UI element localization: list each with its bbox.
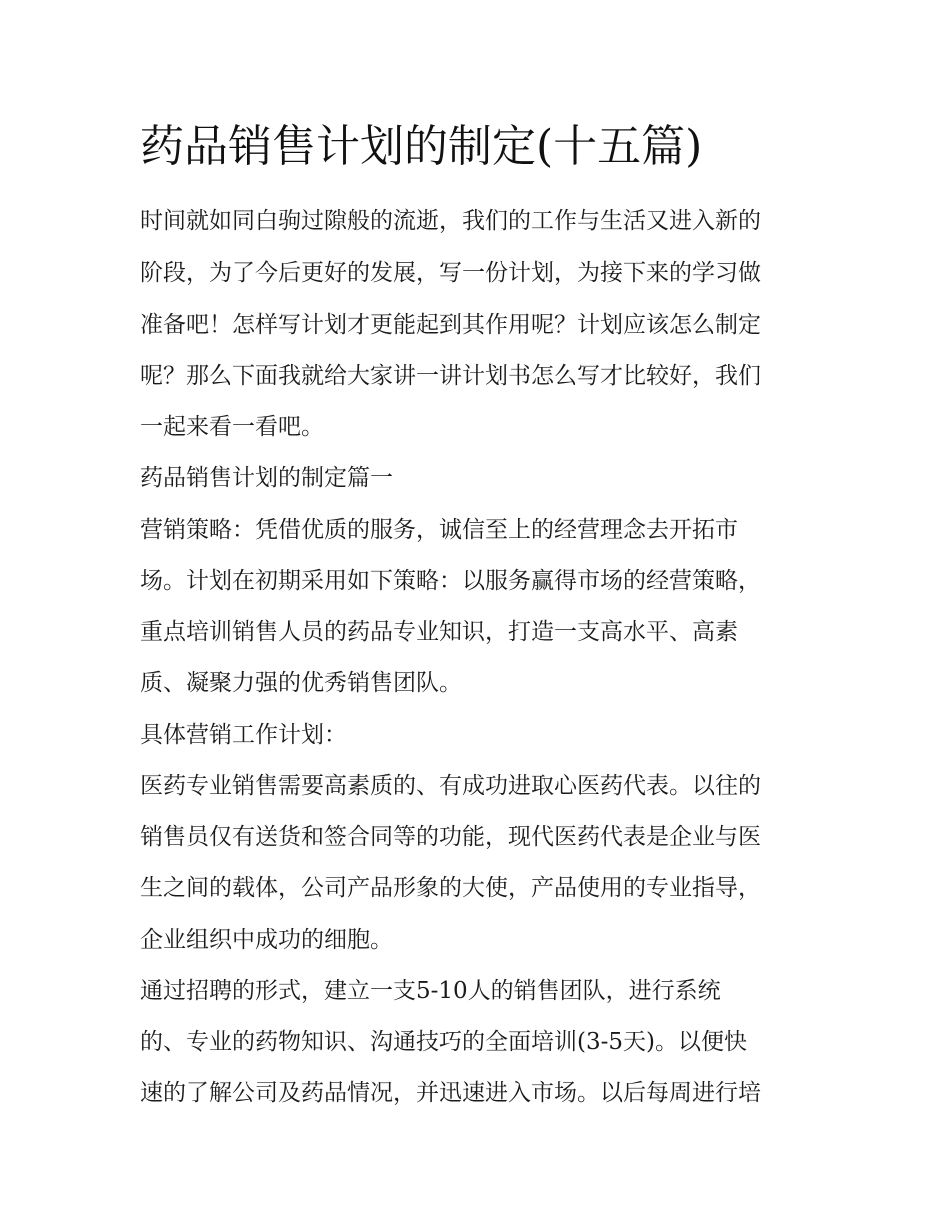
body-line: 阶段，为了今后更好的发展，写一份计划，为接下来的学习做 [140, 260, 761, 286]
document-title: 药品销售计划的制定(十五篇) [140, 121, 703, 172]
body-line: 呢？那么下面我就给大家讲一讲计划书怎么写才比较好，我们 [140, 363, 761, 389]
body-line: 重点培训销售人员的药品专业知识，打造一支高水平、高素 [140, 619, 738, 645]
body-line: 营销策略：凭借优质的服务，诚信至上的经营理念去开拓市 [140, 517, 738, 543]
body-line: 企业组织中成功的细胞。 [140, 927, 393, 953]
body-line: 一起来看一看吧。 [140, 414, 324, 440]
body-line: 场。计划在初期采用如下策略：以服务赢得市场的经营策略， [140, 568, 761, 594]
subsection-heading: 具体营销工作计划： [140, 722, 347, 748]
body-line: 质、凝聚力强的优秀销售团队。 [140, 670, 462, 696]
body-line: 的、专业的药物知识、沟通技巧的全面培训(3-5天)。以便快 [140, 1029, 747, 1055]
body-line: 销售员仅有送货和签合同等的功能，现代医药代表是企业与医 [140, 824, 761, 850]
body-line: 时间就如同白驹过隙般的流逝，我们的工作与生活又进入新的 [140, 208, 761, 234]
body-line: 医药专业销售需要高素质的、有成功进取心医药代表。以往的 [140, 773, 761, 799]
section-heading: 药品销售计划的制定篇一 [140, 465, 393, 491]
body-line: 通过招聘的形式，建立一支5-10人的销售团队，进行系统 [140, 978, 721, 1004]
body-line: 准备吧！怎样写计划才更能起到其作用呢？计划应该怎么制定 [140, 312, 761, 338]
body-line: 生之间的载体，公司产品形象的大使，产品使用的专业指导， [140, 875, 761, 901]
body-line: 速的了解公司及药品情况，并迅速进入市场。以后每周进行培 [140, 1080, 761, 1106]
